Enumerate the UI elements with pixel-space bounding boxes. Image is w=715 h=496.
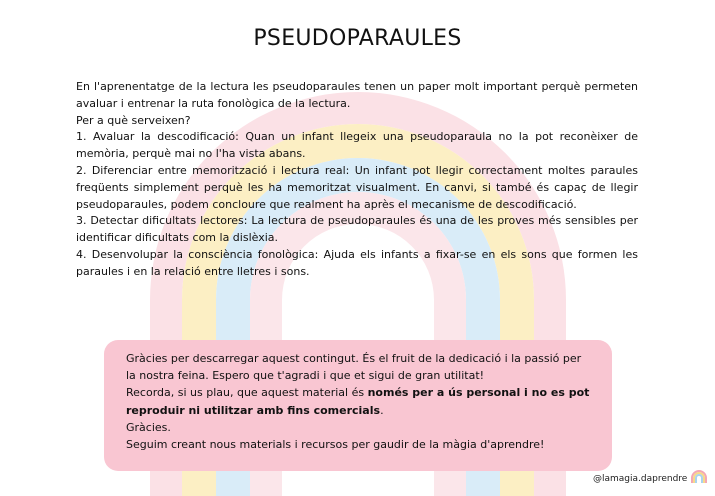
intro-paragraph: En l'aprenentatge de la lectura les pseudoparaules tenen un paper molt important perquè permeten avaluar i entrenar la ruta fonològica de la lectura. <box>76 80 638 110</box>
footer-handle: @lamagia.daprendre <box>593 474 688 484</box>
note-gracies: Gràcies. <box>126 420 171 434</box>
rainbow-icon <box>690 469 708 483</box>
note-usage-suffix: . <box>380 403 384 417</box>
note-text <box>126 350 594 453</box>
note-closing: Seguim creant nous materials i recursos per gaudir de la màgia d'aprendre! <box>126 438 545 452</box>
body-text <box>76 79 638 281</box>
point-1: 1. Avaluar la descodificació: Quan un infant llegeix una pseudoparaula no la pot reconèixer de memòria, perquè mai no l'ha vista abans. <box>76 130 638 161</box>
note-usage-prefix: Recorda, si us plau, que aquest material és <box>126 386 368 400</box>
point-3: 3. Detectar dificultats lectores: La lectura de pseudoparaules és una de les proves més sensibles per identificar dificultats com la dislèxia. <box>76 214 638 245</box>
note-usage-restriction: només per a ús personal i no es pot reproduir ni utilitzar amb fins comercials <box>126 386 590 417</box>
note-thanks: Gràcies per descarregar aquest contingut. És el fruit de la dedicació i la passió per la nostra feina. Espero que t'agradi i que et sigui de gran utilitat! <box>126 352 582 383</box>
note-usage-notice <box>126 384 594 418</box>
thank-you-note <box>104 340 612 471</box>
point-2: 2. Diferenciar entre memorització i lectura real: Un infant pot llegir correctament moltes paraules freqüents simplement perquè les ha memoritzat visualment. En canvi, si també és capaç de llegir pseudoparaules, podem concloure que realment ha après el mecanisme de descodificació. <box>76 163 638 211</box>
point-4: 4. Desenvolupar la consciència fonològica: Ajuda els infants a fixar-se en els sons que formen les paraules i en la relació entre lletres i sons. <box>76 247 638 278</box>
page-title: PSEUDOPARAULES <box>253 26 462 51</box>
purpose-heading: Per a què serveixen? <box>76 113 191 127</box>
